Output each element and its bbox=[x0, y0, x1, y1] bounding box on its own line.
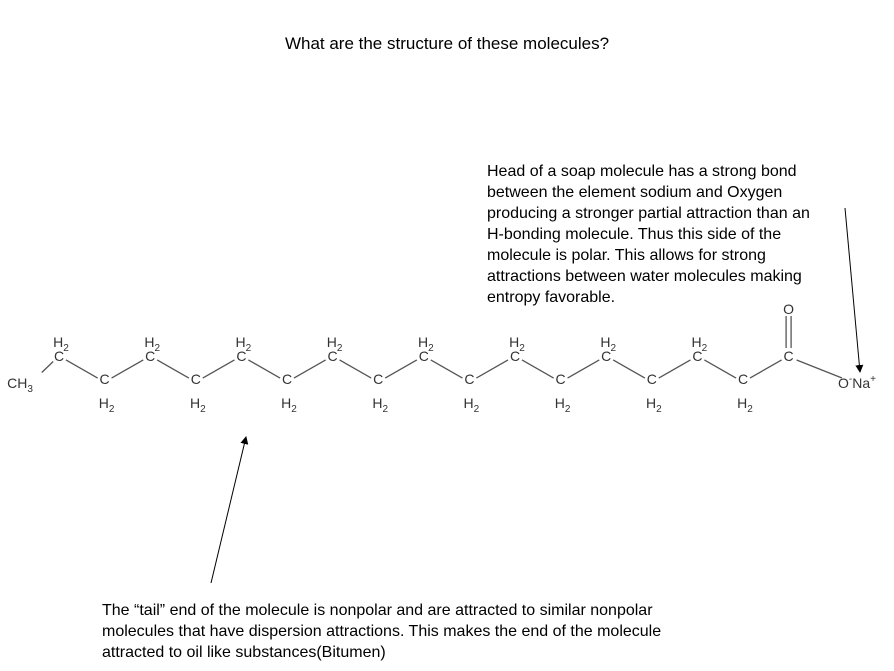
bond-line bbox=[750, 360, 782, 378]
bond-line bbox=[203, 360, 235, 378]
carbon-label: C bbox=[236, 348, 247, 364]
carbon-label: C bbox=[646, 371, 657, 387]
tail-annotation-line: molecules that have dispersion attractions. This makes the end of the molecule bbox=[102, 623, 662, 640]
carbon-label: C bbox=[281, 371, 293, 387]
bond-line bbox=[659, 360, 691, 378]
bond-line bbox=[476, 360, 508, 378]
bond-line bbox=[42, 362, 53, 373]
carbon-label: C bbox=[373, 371, 384, 387]
carbon-label: C bbox=[327, 348, 338, 364]
tail-annotation-line: The “tail” end of the molecule is nonpolar and are attracted to similar nonpolar bbox=[102, 602, 653, 619]
bond-line bbox=[613, 360, 645, 378]
h2-label: $H_2$ bbox=[691, 334, 708, 354]
h2-label: $H_2$ bbox=[600, 334, 617, 354]
carbon-label: C bbox=[418, 348, 429, 364]
h2-label: $H_2$ bbox=[189, 395, 206, 415]
bond-line bbox=[522, 360, 554, 378]
bond-line bbox=[385, 360, 417, 378]
bond-line bbox=[797, 360, 842, 378]
carbon-label: C bbox=[509, 348, 521, 364]
h2-label: $H_2$ bbox=[326, 334, 343, 354]
h2-label: $H_2$ bbox=[554, 395, 571, 415]
tail-annotation-line: attracted to oil like substances(Bitumen) bbox=[102, 644, 386, 661]
bond-line bbox=[431, 360, 463, 378]
h2-label: $H_2$ bbox=[144, 334, 161, 354]
head-annotation-line: attractions between water molecules making bbox=[487, 268, 802, 285]
page-title: What are the structure of these molecules? bbox=[284, 34, 610, 53]
head-annotation-line: producing a stronger partial attraction than an bbox=[487, 205, 810, 222]
bond-line bbox=[248, 360, 280, 378]
carbon-label: C bbox=[99, 371, 110, 387]
bond-line bbox=[704, 360, 736, 378]
head-annotation-line: entropy favorable. bbox=[487, 289, 616, 306]
carbon-label: C bbox=[555, 371, 566, 387]
head-annotation-line: H-bonding molecule. Thus this side of the bbox=[487, 226, 782, 243]
h2-label: $H_2$ bbox=[737, 395, 753, 415]
head-annotation-line: molecule is polar. This allows for strong bbox=[487, 247, 766, 264]
sodium-carboxylate-label: O-Na+ bbox=[838, 374, 876, 391]
h2-label: $H_2$ bbox=[645, 395, 662, 415]
head-annotation-line: Head of a soap molecule has a strong bond bbox=[487, 163, 797, 180]
bond-line bbox=[112, 360, 144, 378]
carbon-label: C bbox=[53, 348, 65, 364]
h2-label: $H_2$ bbox=[509, 334, 525, 354]
carbon-label: C bbox=[601, 348, 612, 364]
h2-label: $H_2$ bbox=[372, 395, 389, 415]
bond-line bbox=[157, 360, 189, 378]
carbon-label: C bbox=[190, 371, 201, 387]
h2-label: $H_2$ bbox=[53, 334, 69, 354]
tail-arrow bbox=[211, 437, 246, 583]
carbon-label: C bbox=[145, 348, 156, 364]
bond-line bbox=[66, 360, 98, 378]
carbonyl-carbon-label: C bbox=[783, 348, 794, 364]
carbonyl-oxygen-label: O bbox=[783, 301, 795, 317]
carbon-label: C bbox=[737, 371, 749, 387]
ch3-label: $CH_3$ bbox=[7, 375, 33, 395]
bond-line bbox=[340, 360, 372, 378]
h2-label: $H_2$ bbox=[417, 334, 434, 354]
h2-label: $H_2$ bbox=[98, 395, 115, 415]
head-arrow bbox=[845, 208, 860, 372]
h2-label: $H_2$ bbox=[281, 395, 297, 415]
bond-line bbox=[568, 360, 600, 378]
head-annotation-line: between the element sodium and Oxygen bbox=[487, 184, 783, 201]
h2-label: $H_2$ bbox=[235, 334, 252, 354]
bond-line bbox=[294, 360, 326, 378]
carbon-label: C bbox=[692, 348, 703, 364]
carbon-label: C bbox=[464, 371, 475, 387]
h2-label: $H_2$ bbox=[463, 395, 480, 415]
